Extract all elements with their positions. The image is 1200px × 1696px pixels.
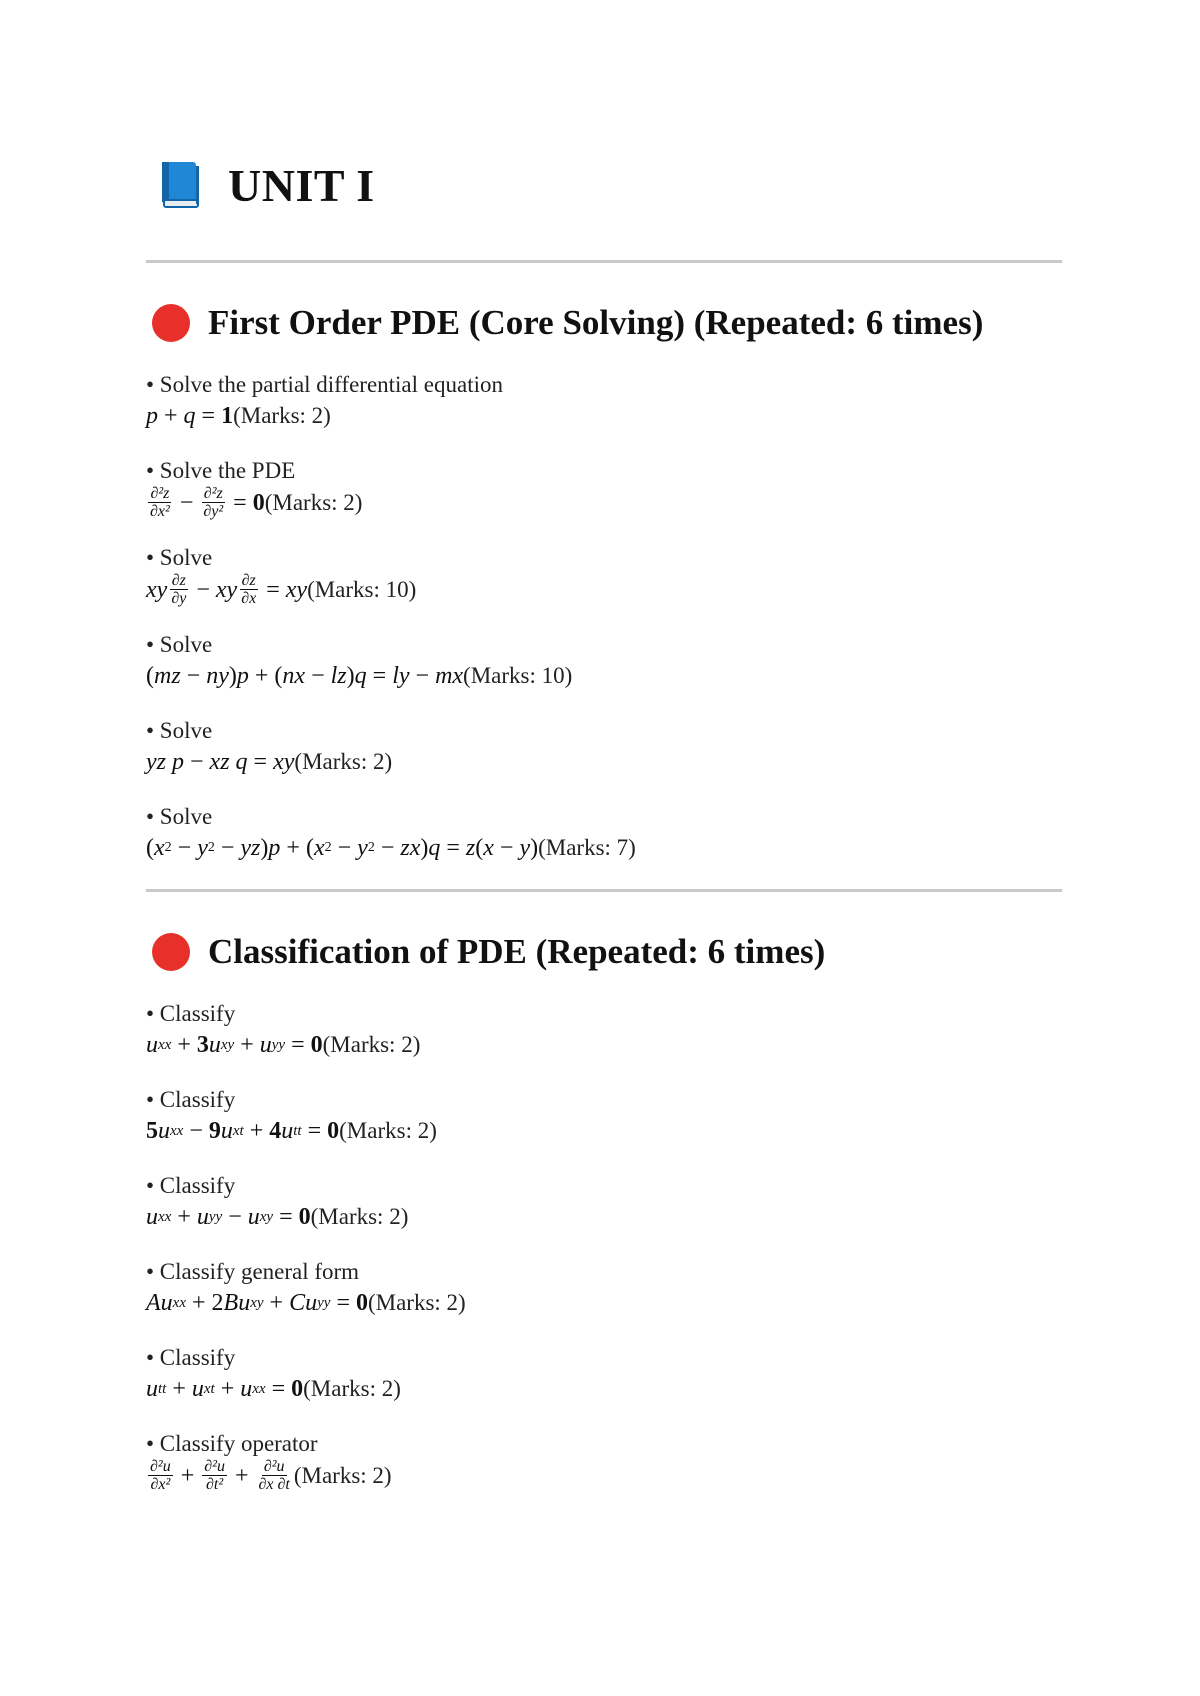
question-item (146, 803, 1062, 865)
question-item (146, 717, 1062, 779)
marks: (Marks: 2) (367, 1290, 466, 1315)
marks: (Marks: 2) (322, 1032, 421, 1057)
equation: xy $\frac{\partial z}{\partial y}$ − xy $\frac{\partial z}{\partial x}$ = xy (Marks: 10) (146, 572, 417, 607)
section-heading (146, 303, 1062, 343)
question-label: • Classify general form (146, 1259, 360, 1284)
equation: $\frac{\text{∂²z}}{\text{∂x²}}$ − $\frac{\text{∂²z}}{\text{∂y²}}$ = 0 (Marks: 2) (150, 485, 363, 520)
question-item (146, 1172, 1062, 1234)
equation: u xx + u yy − u xy = 0 (Marks: 2) (146, 1200, 1062, 1234)
section-divider (146, 889, 1062, 892)
marks: (Marks: 10) (463, 663, 573, 688)
equation: p + q = 1 (Marks: 2) (146, 399, 1062, 433)
question-item (146, 1344, 1062, 1406)
unit-title: UNIT I (228, 159, 375, 211)
question-label: • Solve (146, 718, 213, 743)
section-title: First Order PDE (Core Solving) (Repeated: 6 times) (208, 303, 984, 342)
section-classification-of-pde (146, 932, 1062, 1493)
question-item (146, 1000, 1062, 1062)
marks: (Marks: 7) (538, 835, 636, 860)
section-first-order-pde (146, 303, 1062, 865)
marks: (Marks: 2) (233, 403, 331, 428)
section-title: Classification of PDE (Repeated: 6 times) (208, 932, 826, 971)
marks: (Marks: 2) (310, 1204, 409, 1229)
question-label: • Classify (146, 1001, 236, 1026)
question-label: • Solve the partial differential equation (146, 372, 503, 397)
question-item (146, 544, 1062, 607)
marks: (Marks: 2) (339, 1118, 437, 1143)
question-label: • Solve the PDE (146, 458, 296, 483)
question-label: • Classify (146, 1087, 236, 1112)
marks: (Marks: 10) (307, 576, 417, 602)
red-circle-icon (152, 933, 190, 971)
question-label: • Solve (146, 632, 213, 657)
book-icon (158, 160, 202, 210)
marks: (Marks: 2) (303, 1376, 401, 1401)
document-page (146, 150, 1062, 1517)
equation: u tt + u xt + u xx = 0 (Marks: 2) (146, 1372, 1062, 1406)
equation: ( x 2 − y 2 − yz ) p + ( x 2 − y 2 − zx ) q = z ( x − y ) (Marks: 7) (146, 831, 1062, 865)
question-item (146, 1430, 1062, 1493)
equation: yz p − xz q = xy (Marks: 2) (146, 745, 1062, 779)
equation: Au xx + 2 Bu xy + Cu yy = 0 (Marks: 2) (146, 1286, 1062, 1320)
question-item (146, 457, 1062, 520)
equation: 5 u xx − 9 u xt + 4 u tt = 0 (Marks: 2) (146, 1114, 1062, 1148)
question-label: • Classify (146, 1345, 236, 1370)
section-heading (146, 932, 1062, 972)
question-label: • Solve (146, 545, 213, 570)
marks: (Marks: 2) (264, 489, 363, 515)
equation: u xx + 3 u xy + u yy = 0 (Marks: 2) (146, 1028, 1062, 1062)
marks: (Marks: 2) (294, 749, 393, 774)
question-label: • Classify operator (146, 1431, 318, 1456)
red-circle-icon (152, 304, 190, 342)
equation: ( mz − ny ) p + ( nx − lz ) q = ly − mx (Marks: 10) (146, 659, 1062, 693)
question-item (146, 631, 1062, 693)
question-item (146, 371, 1062, 433)
question-item (146, 1086, 1062, 1148)
question-item (146, 1258, 1062, 1320)
equation: $\frac{\text{∂²u}}{\text{∂x²}}$ + $\frac{\text{∂²u}}{\text{∂t²}}$ + $\frac{\text{∂²u}}{\partial x \partial t}$ (Marks: 2) (150, 1458, 392, 1493)
question-label: • Classify (146, 1173, 236, 1198)
question-label: • Solve (146, 804, 213, 829)
section-divider (146, 260, 1062, 263)
unit-header (146, 150, 1062, 220)
marks: (Marks: 2) (293, 1462, 392, 1488)
